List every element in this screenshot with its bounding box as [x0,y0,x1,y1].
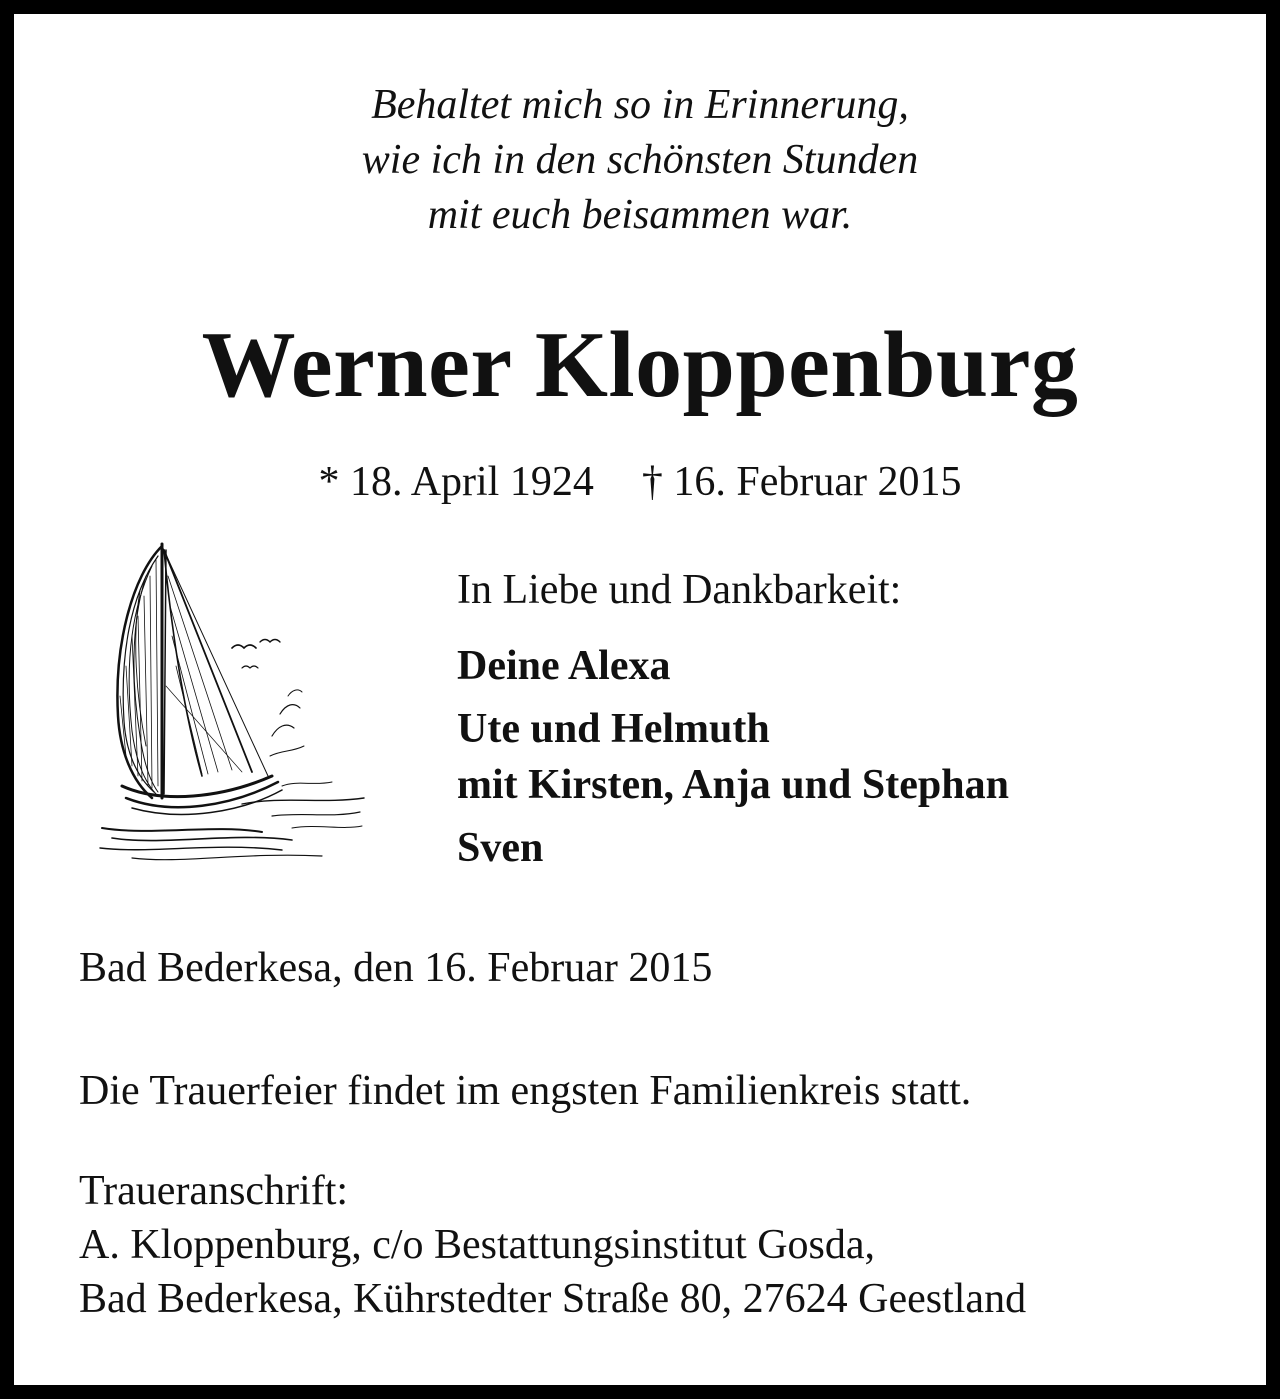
motto-line-2: wie ich in den schönsten Stunden [361,137,919,183]
birth-date: * 18. April 1924 [318,459,594,505]
sailboat-icon [92,536,374,866]
ceremony-note: Die Trauerfeier findet im engsten Familienkreis statt. [79,1068,972,1114]
deceased-name: Werner Kloppenburg [201,313,1079,417]
mourners-list [457,638,1009,876]
address-line-2: Bad Bederkesa, Kührstedter Straße 80, 27624 Geestland [79,1276,1027,1322]
mourner-line: Ute und Helmuth [457,706,770,752]
place-and-date: Bad Bederkesa, den 16. Februar 2015 [79,945,713,991]
life-dates [14,454,1266,510]
thanks-intro: In Liebe und Dankbarkeit: [457,567,902,613]
address-line-1: A. Kloppenburg, c/o Bestattungsinstitut Gosda, [79,1222,876,1268]
mourner-line: Deine Alexa [457,643,671,689]
mourning-address [79,1164,1026,1326]
motto-verse [14,78,1266,243]
motto-line-1: Behaltet mich so in Erinnerung, [371,82,909,128]
death-date: † 16. Februar 2015 [641,459,962,505]
mourner-line: Sven [457,825,544,871]
motto-line-3: mit euch beisammen war. [427,192,853,238]
obituary-notice [14,14,1266,1385]
address-label: Traueranschrift: [79,1168,349,1214]
mourner-line: mit Kirsten, Anja und Stephan [457,762,1009,808]
